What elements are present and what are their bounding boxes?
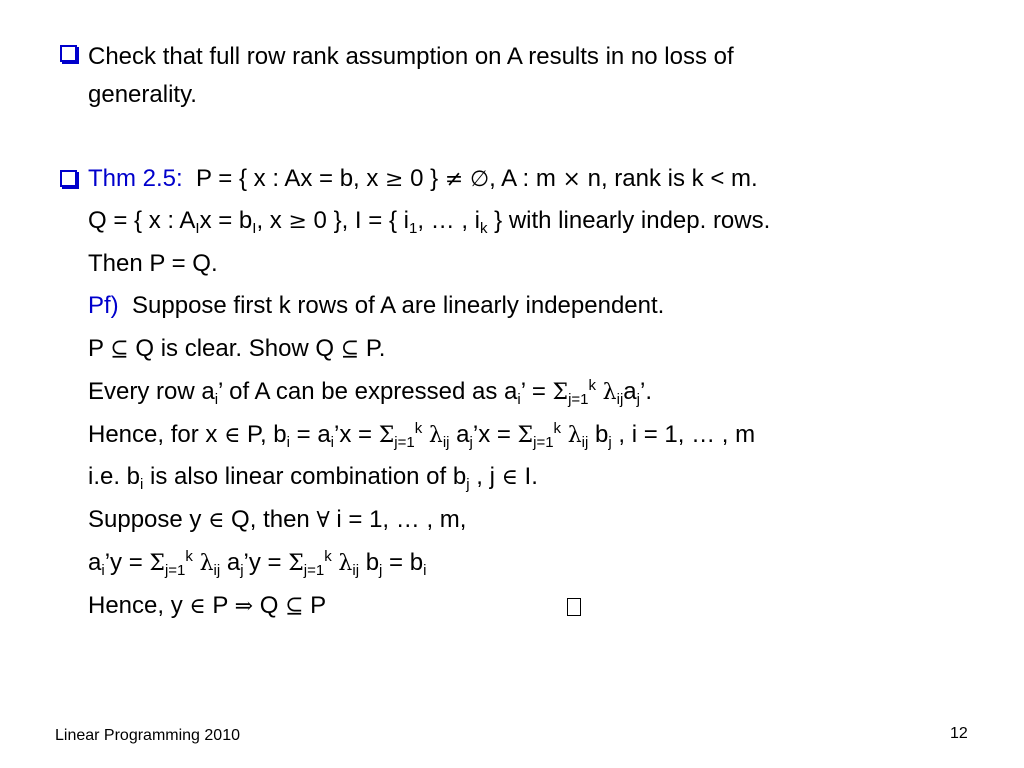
suppose-line: Suppose y ∈ Q, then ∀ i = 1, … , m, — [88, 506, 467, 533]
bullet-1-line-2: generality. — [88, 81, 197, 108]
hence-line: Hence, for x ∈ P, $b_i$ = $a_i’x = \Sigma_{j=1}^k$ $\lambda_{ij}$ $a_j’x = \Sigma_{j=1}^k$ $\lambda_{ij}$ $b_j$ , i = 1, … , m — [88, 420, 756, 451]
proof-line: Pf) Suppose first k rows of A are linearly independent. — [88, 292, 665, 319]
every-row-line: Every row $a_i$’ of A can be expressed as $a_i$’ = $\Sigma_{j=1}^k$ $\lambda_{ij}a_j$’. — [88, 377, 652, 408]
proof-label: Pf) — [88, 292, 119, 319]
clear-line: P ⊆ Q is clear. Show Q ⊆ P. — [88, 335, 386, 362]
theorem-label: Thm 2.5: — [88, 165, 183, 192]
q-definition-line: Q = { x : $A_Ix = b_I$, x ≥ 0 }, I = { $i_1$, … , $i_k$ } with linearly indep. rows. — [88, 207, 771, 237]
theorem-line: Thm 2.5: P = { x : Ax = b, x ≥ 0 } ≠ ∅, A : m × n, rank is k < m. — [88, 165, 758, 192]
bullet-marker-1 — [60, 45, 77, 62]
page-number: 12 — [950, 725, 968, 742]
qed-box-icon — [567, 598, 581, 616]
bullet-marker-2 — [60, 170, 77, 187]
ai-y-line: $a_i’y = \Sigma_{j=1}^k$ $\lambda_{ij}$ $a_j’y = \Sigma_{j=1}^k$ $\lambda_{ij}$ $b_j = b_i$ — [88, 548, 427, 579]
conclusion-line: Hence, y ∈ P ⇒ Q ⊆ P — [88, 592, 327, 619]
ie-line: i.e. $b_i$ is also linear combination of $b_j$ , j ∈ I. — [88, 463, 538, 493]
footer-course-title: Linear Programming 2010 — [55, 727, 240, 744]
bullet-1-line-1: Check that full row rank assumption on A results in no loss of — [88, 43, 734, 70]
then-line: Then P = Q. — [88, 250, 218, 277]
